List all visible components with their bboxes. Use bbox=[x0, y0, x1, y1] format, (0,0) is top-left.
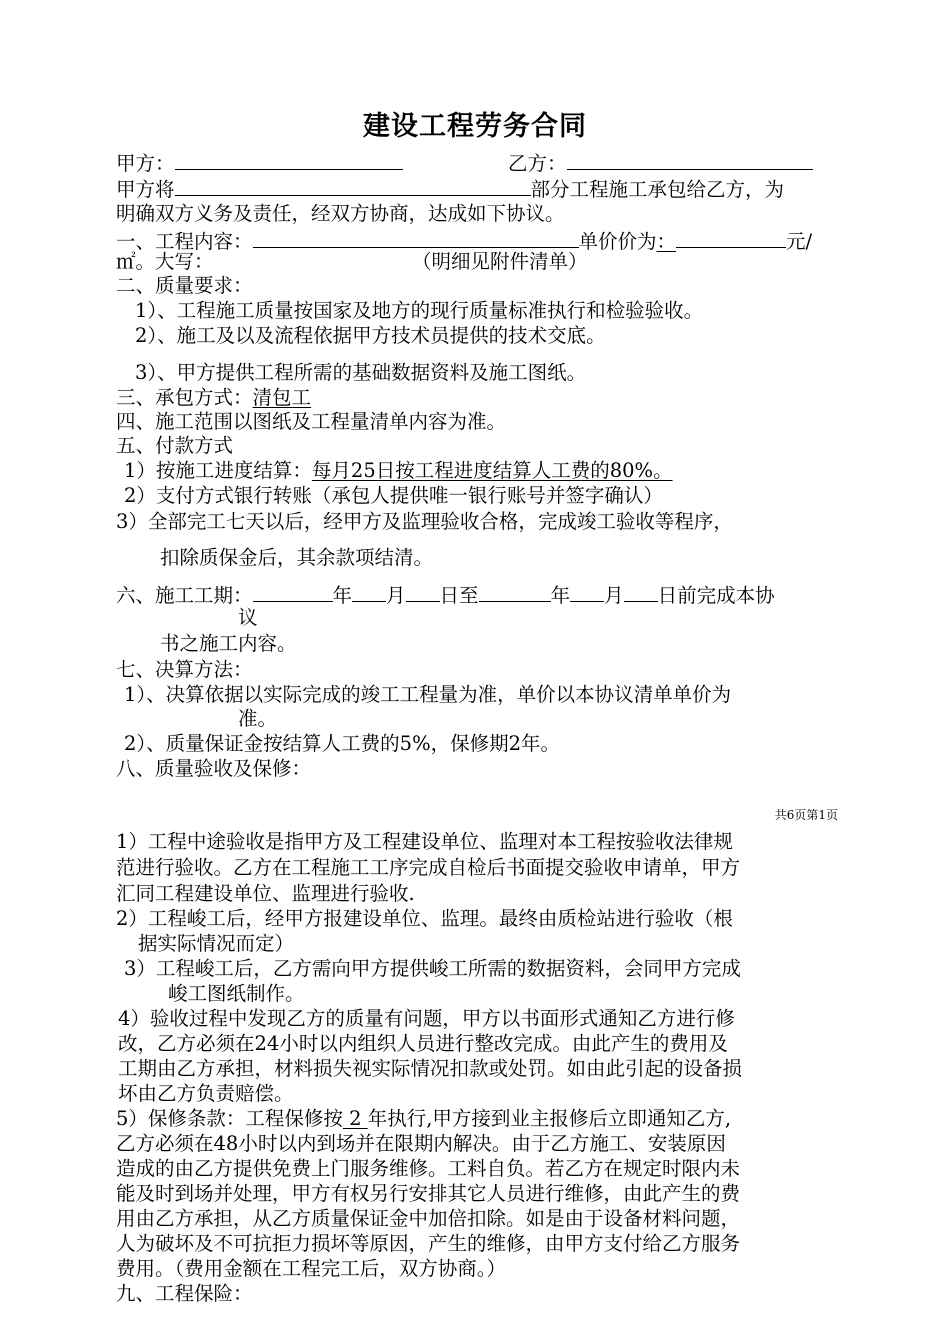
acceptance-item-4-l1: 4）验收过程中发现乙方的质量有问题，甲方以书面形式通知乙方进行修 bbox=[118, 1007, 735, 1030]
detail-note: （明细见附件清单） bbox=[412, 250, 588, 273]
acceptance-item-1-l1: 1）工程中途验收是指甲方及工程建设单位、监理对本工程按验收法律规 bbox=[116, 830, 733, 853]
warranty-years-value: 2 bbox=[342, 1107, 368, 1130]
acceptance-item-2-l1: 2）工程峻工后，经甲方报建设单位、监理。最终由质检站进行验收（根 bbox=[116, 907, 733, 930]
unit-price-colon: ： bbox=[656, 230, 677, 253]
section-6-heading: 六、施工工期： bbox=[116, 584, 253, 607]
end-day-blank[interactable] bbox=[624, 581, 658, 602]
party-b-line bbox=[508, 149, 813, 177]
acceptance-item-4-l3: 工期由乙方承担，材料损失视实际情况扣款或处罚。如由此引起的设备损 bbox=[118, 1057, 743, 1080]
section-8-heading: 八、质量验收及保修： bbox=[116, 757, 312, 780]
section-2-heading: 二、质量要求： bbox=[116, 274, 253, 297]
end-year-blank[interactable] bbox=[479, 581, 551, 602]
year-label-2: 年 bbox=[550, 584, 571, 607]
month-label-1: 月 bbox=[386, 584, 406, 607]
settlement-item-1: 1）、决算依据以实际完成的竣工工程量为准，单价以本协议清单单价为 bbox=[124, 683, 732, 706]
section-3-heading: 三、承包方式： bbox=[116, 386, 253, 409]
year-label-1: 年 bbox=[332, 584, 353, 607]
start-day-blank[interactable] bbox=[406, 581, 440, 602]
intro-line-1 bbox=[116, 175, 784, 203]
document-title: 建设工程劳务合同 bbox=[363, 111, 587, 142]
month-label-2: 月 bbox=[604, 584, 624, 607]
intro-text-b: 部分工程施工承包给乙方，为 bbox=[530, 178, 785, 201]
settlement-item-2: 2）、质量保证金按结算人工费的5%，保修期2年。 bbox=[124, 732, 560, 755]
quality-item-3: 3）、甲方提供工程所需的基础数据资料及施工图纸。 bbox=[135, 361, 587, 384]
warranty-item-l7: 费用。（费用金额在工程完工后，双方协商。） bbox=[116, 1257, 507, 1280]
day-to-label: 日至 bbox=[439, 584, 479, 607]
page-footer: 共6页第1页 bbox=[774, 808, 838, 822]
acceptance-item-4-l4: 坏由乙方负责赔偿。 bbox=[118, 1082, 294, 1105]
warranty-item-l6: 人为破坏及不可抗拒力损坏等原因，产生的维修，由甲方支付给乙方服务 bbox=[116, 1232, 741, 1255]
payment-item-1-value: 每月25日按工程进度结算人工费的80%。 bbox=[311, 459, 673, 482]
section-6-cont: 书之施工内容。 bbox=[160, 632, 297, 655]
payment-item-3-cont: 扣除质保金后，其余款项结清。 bbox=[160, 546, 434, 569]
unit-price-label: 单价价为 bbox=[578, 230, 657, 253]
start-year-blank[interactable] bbox=[253, 581, 333, 602]
warranty-item-l5: 用由乙方承担，从乙方质量保证金中加倍扣除。如是由于设备材料问题， bbox=[116, 1207, 741, 1230]
acceptance-item-3-l2: 峻工图纸制作。 bbox=[168, 982, 305, 1005]
completion-text: 日前完成本协 bbox=[657, 584, 775, 607]
warranty-text-a: 5）保修条款：工程保修按 bbox=[116, 1107, 343, 1130]
contract-mode-value: 清包工 bbox=[252, 386, 312, 409]
party-a-blank[interactable] bbox=[175, 149, 403, 170]
warranty-item-l4: 能及时到场并处理，甲方有权另行安排其它人员进行维修，由此产生的费 bbox=[116, 1182, 741, 1205]
work-content-blank[interactable] bbox=[253, 227, 579, 248]
party-b-blank[interactable] bbox=[567, 149, 813, 170]
project-part-blank[interactable] bbox=[175, 175, 531, 196]
quality-item-2: 2）、施工及以及流程依据甲方技术员提供的技术交底。 bbox=[135, 324, 606, 347]
acceptance-item-4-l2: 改，乙方必须在24小时以内组织人员进行整改完成。由此产生的费用及 bbox=[118, 1032, 728, 1055]
section-7-heading: 七、决算方法： bbox=[116, 658, 253, 681]
start-month-blank[interactable] bbox=[352, 581, 386, 602]
section-1-heading: 一、工程内容： bbox=[116, 230, 253, 253]
payment-item-1 bbox=[124, 458, 673, 484]
section-1-line-2: ㎡。大写： bbox=[116, 250, 214, 273]
settlement-item-1-cont: 准。 bbox=[238, 707, 278, 730]
quality-item-1: 1）、工程施工质量按国家及地方的现行质量标准执行和检验验收。 bbox=[135, 299, 704, 322]
section-4-heading: 四、施工范围以图纸及工程量清单内容为准。 bbox=[116, 410, 507, 433]
payment-item-2: 2）支付方式银行转账（承包人提供唯一银行账号并签字确认） bbox=[124, 484, 663, 507]
acceptance-item-1-l3: 汇同工程建设单位、监理进行验收. bbox=[116, 882, 415, 905]
section-6-line bbox=[116, 581, 775, 609]
payment-item-3: 3）全部完工七天以后，经甲方及监理验收合格，完成竣工验收等程序， bbox=[116, 510, 733, 533]
yuan-unit: 元/ bbox=[786, 230, 813, 253]
section-9-heading: 九、工程保险： bbox=[116, 1282, 253, 1305]
warranty-text-b: 年执行,甲方接到业主报修后立即通知乙方, bbox=[367, 1107, 732, 1130]
warranty-item-l3: 造成的由乙方提供免费上门服务维修。工料自负。若乙方在规定时限内未 bbox=[116, 1157, 741, 1180]
party-b-label: 乙方： bbox=[508, 152, 567, 175]
end-month-blank[interactable] bbox=[570, 581, 604, 602]
acceptance-item-1-l2: 范进行验收。乙方在工程施工工序完成自检后书面提交验收申请单，甲方 bbox=[116, 856, 741, 879]
acceptance-item-2-l2: 据实际情况而定） bbox=[138, 932, 295, 955]
warranty-item-l2: 乙方必须在48小时以内到场并在限期内解决。由于乙方施工、安装原因 bbox=[116, 1132, 726, 1155]
section-6-wrap: 议 bbox=[238, 606, 258, 629]
warranty-item-l1 bbox=[116, 1106, 731, 1132]
intro-line-2: 明确双方义务及责任，经双方协商，达成如下协议。 bbox=[116, 202, 565, 225]
unit-price-blank[interactable] bbox=[676, 227, 786, 248]
payment-item-1-label: 1）按施工进度结算： bbox=[124, 459, 312, 482]
party-a-label: 甲方： bbox=[116, 152, 175, 175]
intro-text-a: 甲方将 bbox=[116, 178, 175, 201]
party-a-line bbox=[116, 149, 403, 177]
section-5-heading: 五、付款方式 bbox=[116, 434, 234, 457]
acceptance-item-3-l1: 3）工程峻工后，乙方需向甲方提供峻工所需的数据资料，会同甲方完成 bbox=[124, 957, 741, 980]
section-3-line bbox=[116, 385, 311, 411]
